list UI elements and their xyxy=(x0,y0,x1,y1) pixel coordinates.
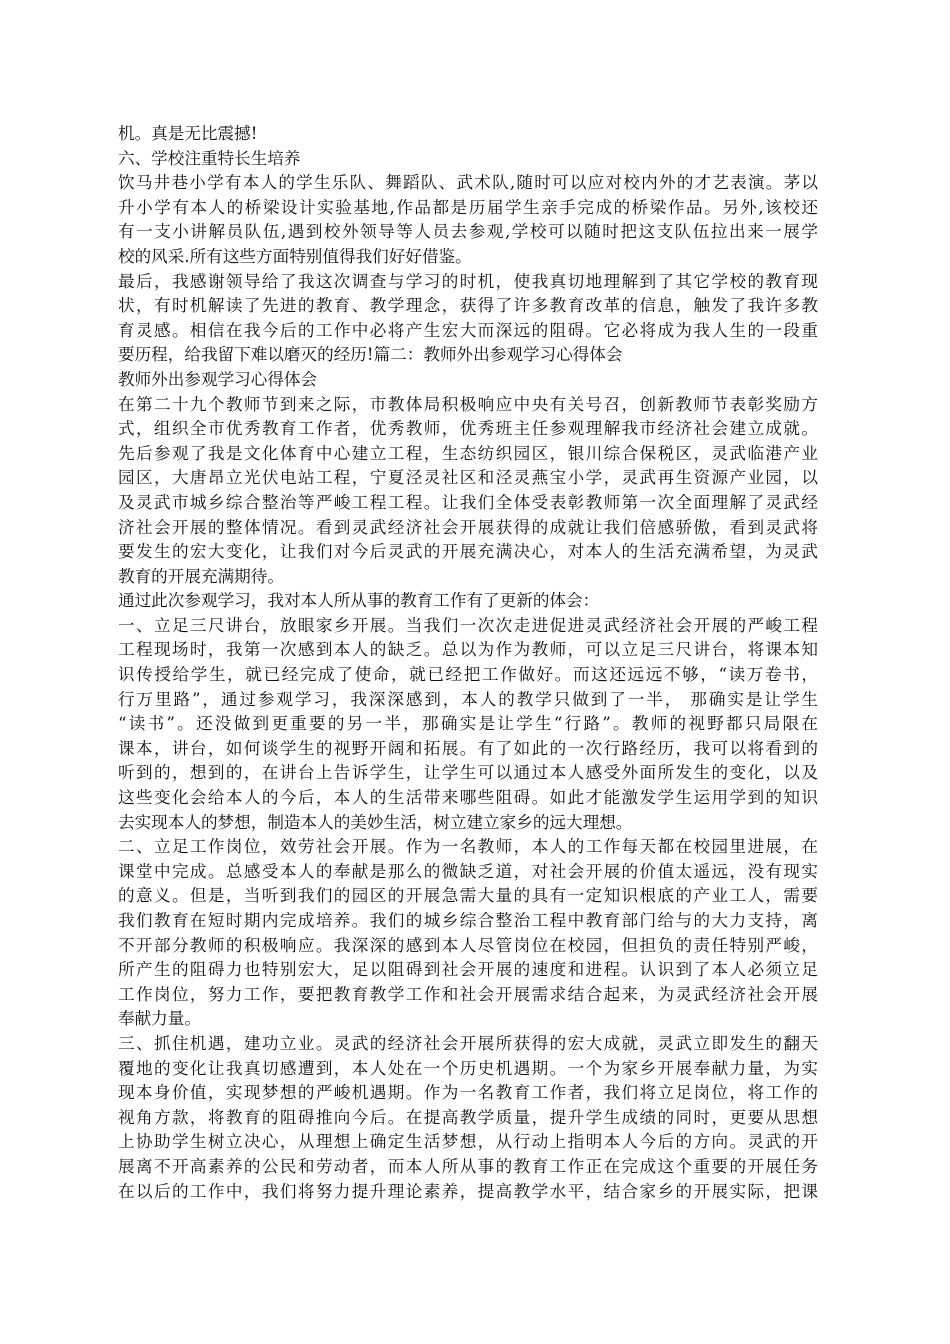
text-line: 这些变化会给本人的今后，本人的生活带来哪些阻碍。如此才能激发学生运用学到的知识 xyxy=(118,788,818,808)
text-line: 校的风采.所有这些方面特别值得我们好好借鉴。 xyxy=(118,246,472,266)
text-line: 机。真是无比震撼! xyxy=(118,124,258,143)
text-line: 园区，大唐昂立光伏电站工程，宁夏泾灵社区和泾灵燕宝小学，灵武再生资源产业园，以 xyxy=(118,468,818,488)
text-line: 教师外出参观学习心得体会 xyxy=(118,369,318,389)
text-line: 育灵感。相信在我今后的工作中必将产生宏大而深远的阻碍。它必将成为我人生的一段重 xyxy=(118,320,818,340)
text-line: 覆地的变化让我真切感遭到，本人处在一个历史机遇期。一个为家乡开展奉献力量，为实 xyxy=(118,1058,818,1078)
text-line: 济社会开展的整体情况。看到灵武经济社会开展获得的成就让我们倍感骄傲，看到灵武将 xyxy=(118,517,818,537)
text-line: 先后参观了我是文化体育中心建立工程，生态纺织园区，银川综合保税区，灵武临港产业 xyxy=(118,443,818,463)
text-line: 及灵武市城乡综合整治等严峻工程工程。让我们全体受表彰教师第一次全面理解了灵武经 xyxy=(118,492,818,512)
text-line: 要历程，给我留下难以磨灭的经历!篇二：教师外出参观学习心得体会 xyxy=(118,345,623,365)
text-line: 的意义。但是，当听到我们的园区的开展急需大量的具有一定知识根底的产业工人，需要 xyxy=(118,886,818,906)
text-line: 三、抓住机遇，建功立业。灵武的经济社会开展所获得的宏大成就，灵武立即发生的翻天 xyxy=(118,1033,818,1053)
text-line: 有一支小讲解员队伍,遇到校外领导等人员去参观,学校可以随时把这支队伍拉出来一展学 xyxy=(118,222,818,242)
text-line: 视角方款，将教育的阻碍推向今后。在提高教学质量，提升学生成绩的同时，更要从思想 xyxy=(118,1107,818,1127)
text-line: 识传授给学生，就已经完成了使命，就已经把工作做好。而这还远远不够，“读万卷书， xyxy=(118,665,818,685)
text-line: 工程现场时，我第一次感到本人的缺乏。总以为作为教师，可以立足三尺讲台，将课本知 xyxy=(118,640,818,660)
text-line: 通过此次参观学习，我对本人所从事的教育工作有了更新的体会： xyxy=(118,591,600,611)
text-line: 听到的，想到的，在讲台上告诉学生，让学生可以通过本人感受外面所发生的变化，以及 xyxy=(118,763,818,783)
text-line: 行万里路”，通过参观学习，我深深感到，本人的教学只做到了一半， 那确实是让学生 xyxy=(118,689,818,709)
text-line: 上协助学生树立决心，从理想上确定生活梦想，从行动上指明本人今后的方向。灵武的开 xyxy=(118,1132,818,1152)
text-line: 教育的开展充满期待。 xyxy=(118,566,284,586)
text-line: 式，组织全市优秀教育工作者，优秀教师，优秀班主任参观理解我市经济社会建立成就。 xyxy=(118,419,818,439)
text-line: 展离不开高素养的公民和劳动者，而本人所从事的教育工作正在完成这个重要的开展任务 xyxy=(118,1156,818,1176)
text-line: 饮马井巷小学有本人的学生乐队、舞蹈队、武术队,随时可以应对校内外的才艺表演。茅以 xyxy=(118,173,818,193)
document-body xyxy=(118,122,818,1204)
text-line: 在第二十九个教师节到来之际，市教体局积极响应中央有关号召，创新教师节表彰奖励方 xyxy=(118,394,818,414)
text-line: 要发生的宏大变化，让我们对今后灵武的开展充满决心，对本人的生活充满希望，为灵武 xyxy=(118,542,818,562)
text-line: 一、立足三尺讲台，放眼家乡开展。当我们一次次走进促进灵武经济社会开展的严峻工程 xyxy=(118,615,818,635)
text-line: 我们教育在短时期内完成培养。我们的城乡综合整治工程中教育部门给与的大力支持，离 xyxy=(118,911,818,930)
text-line: 在以后的工作中，我们将努力提升理论素养，提高教学水平，结合家乡的开展实际，把课 xyxy=(118,1181,818,1201)
text-line: 不开部分教师的积极响应。我深深的感到本人尽管岗位在校园，但担负的责任特别严峻， xyxy=(118,935,818,955)
text-line: 工作岗位，努力工作，要把教育教学工作和社会开展需求结合起来，为灵武经济社会开展 xyxy=(118,984,818,1004)
text-line: 去实现本人的梦想，制造本人的美妙生活，树立建立家乡的远大理想。 xyxy=(118,812,633,832)
text-line: 现本身价值，实现梦想的严峻机遇期。作为一名教育工作者，我们将立足岗位，将工作的 xyxy=(118,1083,818,1103)
text-line: 课堂中完成。总感受本人的奉献是那么的微缺乏道，对社会开展的价值太遥远，没有现实 xyxy=(118,861,818,881)
text-line: 六、学校注重特长生培养 xyxy=(118,148,301,168)
text-line: “读书”。还没做到更重要的另一半，那确实是让学生“行路”。教师的视野都只局限在 xyxy=(118,714,818,734)
text-line: 升小学有本人的桥梁设计实验基地,作品都是历届学生亲手完成的桥梁作品。另外,该校还 xyxy=(118,197,818,217)
text-line: 奉献力量。 xyxy=(118,1009,201,1029)
text-line: 二、立足工作岗位，效劳社会开展。作为一名教师，本人的工作每天都在校园里进展，在 xyxy=(118,837,818,857)
text-line: 所产生的阻碍力也特别宏大，足以阻碍到社会开展的速度和进程。认识到了本人必须立足 xyxy=(118,960,818,980)
text-line: 最后，我感谢领导给了我这次调查与学习的时机，使我真切地理解到了其它学校的教育现 xyxy=(118,271,818,291)
text-line: 课本，讲台，如何谈学生的视野开阔和拓展。有了如此的一次行路经历，我可以将看到的 xyxy=(118,738,818,758)
text-line: 状，有时机解读了先进的教育、教学理念，获得了许多教育改革的信息，触发了我许多教 xyxy=(118,296,818,316)
